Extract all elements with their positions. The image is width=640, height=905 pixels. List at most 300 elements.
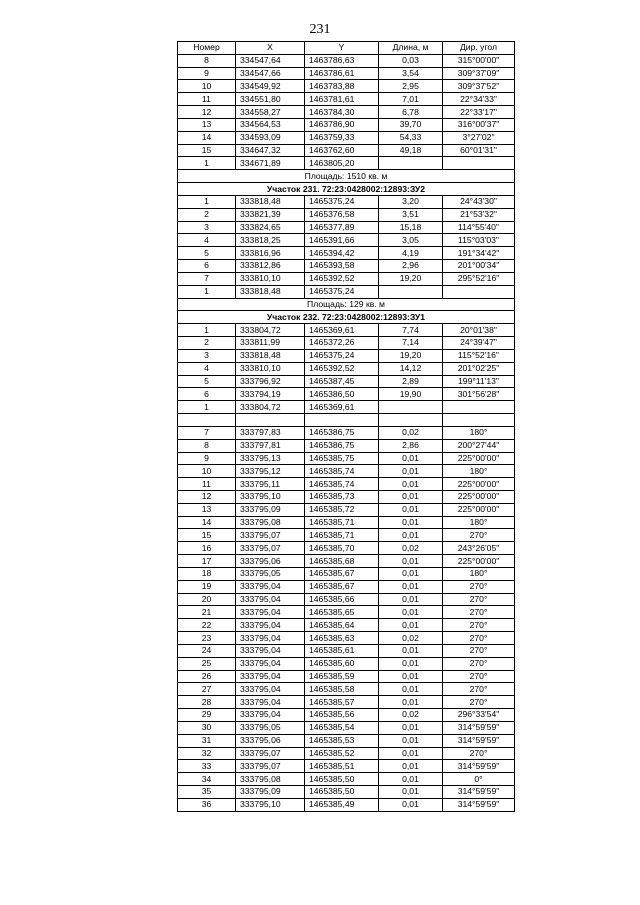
table-row xyxy=(178,375,515,388)
coord-x-cell: 333795,04 xyxy=(236,580,305,593)
segment-length-cell: 0,02 xyxy=(379,709,443,722)
segment-length-cell: 2,86 xyxy=(379,439,443,452)
segment-length-cell: 0,01 xyxy=(379,644,443,657)
direction-angle-cell: 270° xyxy=(443,529,515,542)
coord-x-cell: 334547,66 xyxy=(236,67,305,80)
coord-x-cell: 333795,08 xyxy=(236,516,305,529)
coord-x-cell: 333816,96 xyxy=(236,247,305,260)
parcel-heading-row xyxy=(178,311,515,324)
point-number-cell: 3 xyxy=(178,349,236,362)
direction-angle-cell: 180° xyxy=(443,516,515,529)
coord-y-cell: 1465391,66 xyxy=(305,234,379,247)
coord-y-cell: 1465385,66 xyxy=(305,593,379,606)
table-row xyxy=(178,478,515,491)
direction-angle-cell: 270° xyxy=(443,657,515,670)
coord-x-cell: 334647,32 xyxy=(236,144,305,157)
table-row xyxy=(178,195,515,208)
point-number-cell: 36 xyxy=(178,798,236,811)
coord-y-cell xyxy=(305,414,379,427)
point-number-cell: 20 xyxy=(178,593,236,606)
table-body xyxy=(178,54,515,811)
coord-x-cell: 333795,04 xyxy=(236,619,305,632)
coord-x-cell: 333795,09 xyxy=(236,503,305,516)
segment-length-cell: 0,01 xyxy=(379,760,443,773)
point-number-cell: 30 xyxy=(178,721,236,734)
table-row xyxy=(178,619,515,632)
point-number-cell: 34 xyxy=(178,773,236,786)
coord-x-cell: 333797,83 xyxy=(236,426,305,439)
direction-angle-cell: 309°37'09" xyxy=(443,67,515,80)
column-header-x: X xyxy=(236,42,305,55)
table-row xyxy=(178,401,515,414)
segment-length-cell: 0,02 xyxy=(379,542,443,555)
coord-y-cell: 1465385,73 xyxy=(305,490,379,503)
coord-x-cell: 333795,04 xyxy=(236,632,305,645)
direction-angle-cell: 21°53'32" xyxy=(443,208,515,221)
table-row xyxy=(178,67,515,80)
direction-angle-cell: 180° xyxy=(443,465,515,478)
point-number-cell: 6 xyxy=(178,388,236,401)
column-header-number: Номер xyxy=(178,42,236,55)
segment-length-cell: 2,95 xyxy=(379,80,443,93)
segment-length-cell: 0,01 xyxy=(379,567,443,580)
coord-y-cell: 1465386,75 xyxy=(305,439,379,452)
point-number-cell: 21 xyxy=(178,606,236,619)
segment-length-cell: 3,54 xyxy=(379,67,443,80)
table-row xyxy=(178,580,515,593)
coord-y-cell: 1465369,61 xyxy=(305,401,379,414)
segment-length-cell: 0,01 xyxy=(379,798,443,811)
coord-y-cell: 1465385,67 xyxy=(305,580,379,593)
point-number-cell: 27 xyxy=(178,683,236,696)
segment-length-cell: 4,19 xyxy=(379,247,443,260)
coord-y-cell: 1465385,60 xyxy=(305,657,379,670)
coord-y-cell: 1465385,56 xyxy=(305,709,379,722)
table-row xyxy=(178,362,515,375)
table-row xyxy=(178,452,515,465)
area-row xyxy=(178,170,515,183)
point-number-cell: 1 xyxy=(178,401,236,414)
segment-length-cell: 0,01 xyxy=(379,747,443,760)
page-number: 231 xyxy=(309,22,331,37)
direction-angle-cell: 270° xyxy=(443,632,515,645)
area-text: Площадь: 1510 кв. м xyxy=(178,170,515,183)
direction-angle-cell: 225°00'00" xyxy=(443,452,515,465)
point-number-cell: 12 xyxy=(178,106,236,119)
coord-x-cell: 333795,06 xyxy=(236,734,305,747)
direction-angle-cell: 270° xyxy=(443,593,515,606)
segment-length-cell xyxy=(379,401,443,414)
parcel-title: Участок 231. 72:23:0428002:12893:ЗУ2 xyxy=(178,183,515,196)
coord-y-cell: 1465392,52 xyxy=(305,272,379,285)
segment-length-cell: 3,05 xyxy=(379,234,443,247)
direction-angle-cell: 270° xyxy=(443,619,515,632)
coord-x-cell: 334551,80 xyxy=(236,93,305,106)
column-header-direction-angle: Дир. угол xyxy=(443,42,515,55)
segment-length-cell: 0,01 xyxy=(379,490,443,503)
segment-length-cell: 0,01 xyxy=(379,773,443,786)
coord-x-cell: 333818,48 xyxy=(236,349,305,362)
point-number-cell: 35 xyxy=(178,786,236,799)
point-number-cell: 7 xyxy=(178,272,236,285)
segment-length-cell: 0,02 xyxy=(379,426,443,439)
direction-angle-cell: 191°34'42" xyxy=(443,247,515,260)
table-row xyxy=(178,798,515,811)
point-number-cell: 14 xyxy=(178,516,236,529)
direction-angle-cell: 301°56'28" xyxy=(443,388,515,401)
coord-x-cell: 334558,27 xyxy=(236,106,305,119)
segment-length-cell: 0,01 xyxy=(379,619,443,632)
coord-y-cell: 1463786,90 xyxy=(305,118,379,131)
direction-angle-cell: 225°00'00" xyxy=(443,555,515,568)
direction-angle-cell xyxy=(443,401,515,414)
point-number-cell: 15 xyxy=(178,144,236,157)
segment-length-cell: 0,01 xyxy=(379,465,443,478)
coord-y-cell: 1465375,24 xyxy=(305,349,379,362)
direction-angle-cell: 3°27'02" xyxy=(443,131,515,144)
direction-angle-cell: 225°00'00" xyxy=(443,503,515,516)
coord-y-cell: 1465385,65 xyxy=(305,606,379,619)
table-row xyxy=(178,786,515,799)
coord-y-cell: 1463783,88 xyxy=(305,80,379,93)
table-row xyxy=(178,157,515,170)
table-row xyxy=(178,234,515,247)
coord-y-cell: 1465385,67 xyxy=(305,567,379,580)
coord-x-cell: 333810,10 xyxy=(236,362,305,375)
direction-angle-cell: 0° xyxy=(443,773,515,786)
table-row xyxy=(178,606,515,619)
segment-length-cell: 0,01 xyxy=(379,593,443,606)
coord-x-cell: 334547,64 xyxy=(236,54,305,67)
point-number-cell: 1 xyxy=(178,157,236,170)
point-number-cell: 24 xyxy=(178,644,236,657)
segment-length-cell: 2,89 xyxy=(379,375,443,388)
point-number-cell: 3 xyxy=(178,221,236,234)
table-row xyxy=(178,721,515,734)
segment-length-cell: 0,03 xyxy=(379,54,443,67)
point-number-cell: 23 xyxy=(178,632,236,645)
direction-angle-cell xyxy=(443,285,515,298)
coord-x-cell: 333795,04 xyxy=(236,593,305,606)
table-row xyxy=(178,439,515,452)
segment-length-cell: 3,51 xyxy=(379,208,443,221)
table-row xyxy=(178,465,515,478)
coord-x-cell: 334593,09 xyxy=(236,131,305,144)
segment-length-cell: 19,90 xyxy=(379,388,443,401)
segment-length-cell: 3,20 xyxy=(379,195,443,208)
coord-y-cell: 1463784,30 xyxy=(305,106,379,119)
table-row xyxy=(178,632,515,645)
point-number-cell: 4 xyxy=(178,362,236,375)
coord-y-cell: 1465375,24 xyxy=(305,285,379,298)
direction-angle-cell: 314°59'59" xyxy=(443,786,515,799)
column-header-length: Длина, м xyxy=(379,42,443,55)
coord-y-cell: 1463786,63 xyxy=(305,54,379,67)
table-row xyxy=(178,644,515,657)
direction-angle-cell: 270° xyxy=(443,580,515,593)
segment-length-cell: 0,01 xyxy=(379,478,443,491)
point-number-cell: 5 xyxy=(178,247,236,260)
coord-y-cell: 1465385,74 xyxy=(305,478,379,491)
direction-angle-cell: 314°59'59" xyxy=(443,721,515,734)
segment-length-cell: 49,18 xyxy=(379,144,443,157)
point-number-cell: 17 xyxy=(178,555,236,568)
coord-x-cell: 333795,08 xyxy=(236,773,305,786)
coord-y-cell: 1465387,45 xyxy=(305,375,379,388)
point-number-cell: 33 xyxy=(178,760,236,773)
point-number-cell: 7 xyxy=(178,426,236,439)
point-number-cell: 26 xyxy=(178,670,236,683)
segment-length-cell: 6,78 xyxy=(379,106,443,119)
segment-length-cell: 0,01 xyxy=(379,580,443,593)
direction-angle-cell: 20°01'38" xyxy=(443,324,515,337)
direction-angle-cell xyxy=(443,157,515,170)
table-row xyxy=(178,503,515,516)
table-row xyxy=(178,555,515,568)
coord-y-cell: 1465385,54 xyxy=(305,721,379,734)
point-number-cell: 6 xyxy=(178,260,236,273)
point-number-cell: 13 xyxy=(178,118,236,131)
table-row xyxy=(178,696,515,709)
point-number-cell xyxy=(178,414,236,427)
table-row xyxy=(178,593,515,606)
point-number-cell: 28 xyxy=(178,696,236,709)
coord-x-cell: 333804,72 xyxy=(236,401,305,414)
table-row xyxy=(178,93,515,106)
table-row xyxy=(178,734,515,747)
point-number-cell: 32 xyxy=(178,747,236,760)
coord-x-cell: 333795,07 xyxy=(236,747,305,760)
coord-y-cell: 1465385,72 xyxy=(305,503,379,516)
table-row xyxy=(178,349,515,362)
coord-y-cell: 1465385,49 xyxy=(305,798,379,811)
point-number-cell: 2 xyxy=(178,208,236,221)
segment-length-cell: 7,14 xyxy=(379,337,443,350)
segment-length-cell: 0,01 xyxy=(379,670,443,683)
segment-length-cell: 0,01 xyxy=(379,516,443,529)
coord-y-cell: 1465369,61 xyxy=(305,324,379,337)
direction-angle-cell: 315°00'00" xyxy=(443,54,515,67)
table-row xyxy=(178,747,515,760)
coord-x-cell: 333821,39 xyxy=(236,208,305,221)
coord-x-cell xyxy=(236,414,305,427)
table-row xyxy=(178,388,515,401)
coord-y-cell: 1465385,63 xyxy=(305,632,379,645)
table-row xyxy=(178,131,515,144)
coord-x-cell: 333795,04 xyxy=(236,670,305,683)
direction-angle-cell: 24°43'30" xyxy=(443,195,515,208)
point-number-cell: 10 xyxy=(178,465,236,478)
table-row xyxy=(178,80,515,93)
coord-x-cell: 333810,10 xyxy=(236,272,305,285)
coord-y-cell: 1465385,64 xyxy=(305,619,379,632)
coord-x-cell: 333795,07 xyxy=(236,542,305,555)
point-number-cell: 12 xyxy=(178,490,236,503)
point-number-cell: 1 xyxy=(178,324,236,337)
coord-y-cell: 1465385,71 xyxy=(305,529,379,542)
parcel-title: Участок 232. 72:23:0428002:12893:ЗУ1 xyxy=(178,311,515,324)
table-row xyxy=(178,106,515,119)
point-number-cell: 1 xyxy=(178,195,236,208)
coord-y-cell: 1465385,70 xyxy=(305,542,379,555)
segment-length-cell: 0,02 xyxy=(379,632,443,645)
point-number-cell: 10 xyxy=(178,80,236,93)
coord-y-cell: 1465392,52 xyxy=(305,362,379,375)
area-text: Площадь: 129 кв. м xyxy=(178,298,515,311)
coord-y-cell: 1465372,26 xyxy=(305,337,379,350)
coord-x-cell: 333795,06 xyxy=(236,555,305,568)
direction-angle-cell: 296°33'54" xyxy=(443,709,515,722)
segment-length-cell: 0,01 xyxy=(379,734,443,747)
coord-y-cell: 1465376,58 xyxy=(305,208,379,221)
table-row xyxy=(178,414,515,427)
coord-x-cell: 333795,04 xyxy=(236,683,305,696)
coord-x-cell: 333824,65 xyxy=(236,221,305,234)
coord-y-cell: 1465385,50 xyxy=(305,786,379,799)
coord-y-cell: 1463781,61 xyxy=(305,93,379,106)
coord-x-cell: 333795,12 xyxy=(236,465,305,478)
direction-angle-cell: 22°34'33" xyxy=(443,93,515,106)
table-row xyxy=(178,683,515,696)
coord-y-cell: 1465385,59 xyxy=(305,670,379,683)
coord-x-cell: 333795,07 xyxy=(236,529,305,542)
table-row xyxy=(178,516,515,529)
coord-y-cell: 1465377,89 xyxy=(305,221,379,234)
direction-angle-cell: 314°59'59" xyxy=(443,734,515,747)
segment-length-cell: 7,74 xyxy=(379,324,443,337)
area-row xyxy=(178,298,515,311)
coord-y-cell: 1465385,68 xyxy=(305,555,379,568)
direction-angle-cell: 295°52'16" xyxy=(443,272,515,285)
direction-angle-cell: 201°02'25" xyxy=(443,362,515,375)
table-row xyxy=(178,272,515,285)
segment-length-cell: 7,01 xyxy=(379,93,443,106)
segment-length-cell: 15,18 xyxy=(379,221,443,234)
table-row xyxy=(178,118,515,131)
direction-angle-cell: 270° xyxy=(443,747,515,760)
direction-angle-cell: 270° xyxy=(443,683,515,696)
direction-angle-cell: 314°59'59" xyxy=(443,760,515,773)
point-number-cell: 25 xyxy=(178,657,236,670)
coordinates-table xyxy=(177,41,515,812)
coord-y-cell: 1465394,42 xyxy=(305,247,379,260)
table-header-row xyxy=(178,42,515,55)
coord-y-cell: 1465385,75 xyxy=(305,452,379,465)
table-row xyxy=(178,144,515,157)
segment-length-cell: 19,20 xyxy=(379,272,443,285)
segment-length-cell: 39,70 xyxy=(379,118,443,131)
coord-x-cell: 333795,05 xyxy=(236,567,305,580)
coord-x-cell: 333795,04 xyxy=(236,606,305,619)
direction-angle-cell: 201°00'34" xyxy=(443,260,515,273)
coord-y-cell: 1463762,60 xyxy=(305,144,379,157)
coord-y-cell: 1465385,52 xyxy=(305,747,379,760)
coord-y-cell: 1465393,58 xyxy=(305,260,379,273)
table-row xyxy=(178,426,515,439)
point-number-cell: 8 xyxy=(178,54,236,67)
table-row xyxy=(178,567,515,580)
point-number-cell: 9 xyxy=(178,452,236,465)
coord-x-cell: 333818,48 xyxy=(236,195,305,208)
coord-x-cell: 333797,81 xyxy=(236,439,305,452)
point-number-cell: 29 xyxy=(178,709,236,722)
segment-length-cell: 14,12 xyxy=(379,362,443,375)
segment-length-cell: 0,01 xyxy=(379,786,443,799)
segment-length-cell: 0,01 xyxy=(379,683,443,696)
point-number-cell: 11 xyxy=(178,93,236,106)
coord-x-cell: 333795,04 xyxy=(236,657,305,670)
direction-angle-cell: 180° xyxy=(443,567,515,580)
direction-angle-cell: 200°27'44" xyxy=(443,439,515,452)
segment-length-cell: 0,01 xyxy=(379,721,443,734)
table-row xyxy=(178,54,515,67)
direction-angle-cell: 270° xyxy=(443,606,515,619)
segment-length-cell: 0,01 xyxy=(379,529,443,542)
point-number-cell: 13 xyxy=(178,503,236,516)
coord-x-cell: 334549,92 xyxy=(236,80,305,93)
segment-length-cell xyxy=(379,157,443,170)
point-number-cell: 19 xyxy=(178,580,236,593)
coord-x-cell: 333818,25 xyxy=(236,234,305,247)
direction-angle-cell: 180° xyxy=(443,426,515,439)
table-row xyxy=(178,773,515,786)
segment-length-cell: 0,01 xyxy=(379,696,443,709)
segment-length-cell: 0,01 xyxy=(379,503,443,516)
table-row xyxy=(178,529,515,542)
table-row xyxy=(178,285,515,298)
direction-angle-cell: 225°00'00" xyxy=(443,478,515,491)
coord-y-cell: 1465385,61 xyxy=(305,644,379,657)
coord-x-cell: 333795,04 xyxy=(236,709,305,722)
coord-x-cell: 333804,72 xyxy=(236,324,305,337)
point-number-cell: 14 xyxy=(178,131,236,144)
coord-x-cell: 333795,04 xyxy=(236,644,305,657)
direction-angle-cell: 270° xyxy=(443,644,515,657)
coord-y-cell: 1465385,53 xyxy=(305,734,379,747)
table-row xyxy=(178,490,515,503)
coord-x-cell: 333795,10 xyxy=(236,798,305,811)
table-row xyxy=(178,760,515,773)
coord-y-cell: 1465385,50 xyxy=(305,773,379,786)
coord-x-cell: 334671,89 xyxy=(236,157,305,170)
direction-angle-cell: 114°55'40" xyxy=(443,221,515,234)
table-row xyxy=(178,670,515,683)
column-header-y: Y xyxy=(305,42,379,55)
segment-length-cell: 0,01 xyxy=(379,606,443,619)
direction-angle-cell xyxy=(443,414,515,427)
coord-y-cell: 1465385,71 xyxy=(305,516,379,529)
table-row xyxy=(178,221,515,234)
direction-angle-cell: 22°33'17" xyxy=(443,106,515,119)
segment-length-cell: 0,01 xyxy=(379,452,443,465)
coord-x-cell: 333796,92 xyxy=(236,375,305,388)
point-number-cell: 4 xyxy=(178,234,236,247)
point-number-cell: 31 xyxy=(178,734,236,747)
direction-angle-cell: 316°00'37" xyxy=(443,118,515,131)
coord-y-cell: 1465385,57 xyxy=(305,696,379,709)
point-number-cell: 2 xyxy=(178,337,236,350)
coord-y-cell: 1463786,61 xyxy=(305,67,379,80)
direction-angle-cell: 270° xyxy=(443,696,515,709)
coord-y-cell: 1463805,20 xyxy=(305,157,379,170)
point-number-cell: 15 xyxy=(178,529,236,542)
point-number-cell: 11 xyxy=(178,478,236,491)
table-row xyxy=(178,208,515,221)
table-row xyxy=(178,247,515,260)
segment-length-cell: 54,33 xyxy=(379,131,443,144)
parcel-heading-row xyxy=(178,183,515,196)
direction-angle-cell: 225°00'00" xyxy=(443,490,515,503)
